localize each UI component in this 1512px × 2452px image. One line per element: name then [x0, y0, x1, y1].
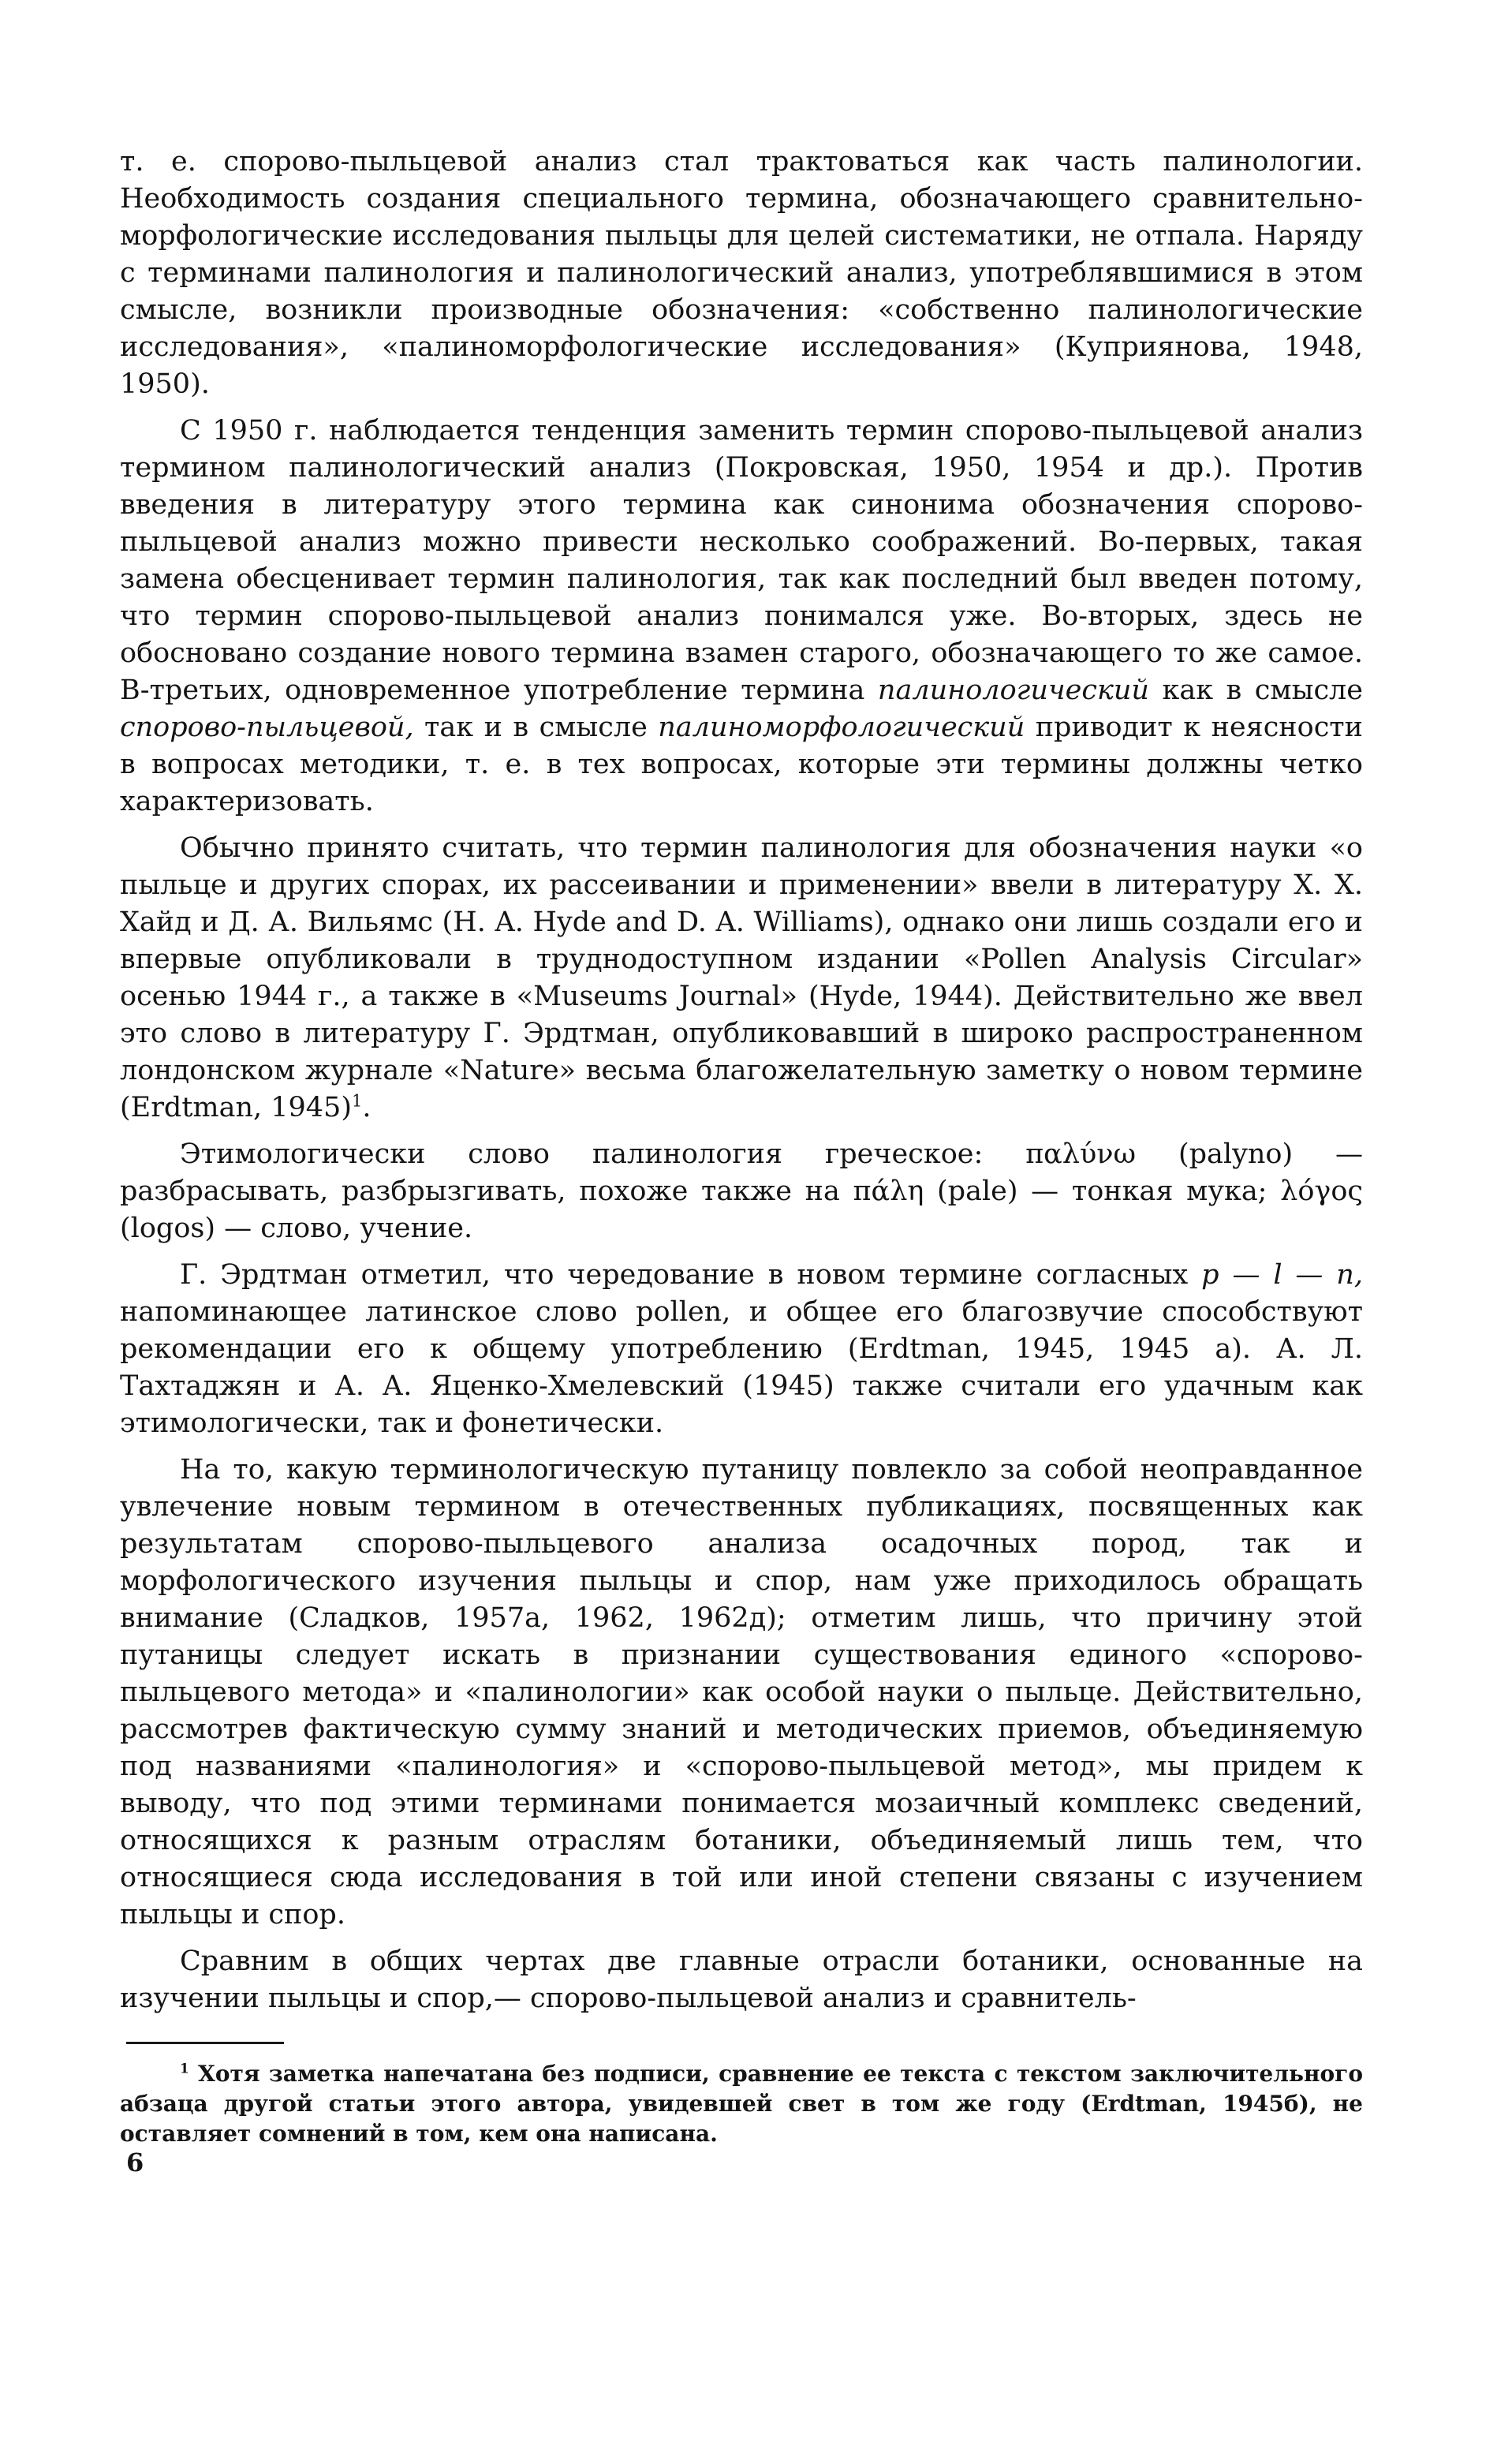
paragraph-3-text-b: . — [362, 1092, 371, 1123]
paragraph-2-text-c: так и в смысле — [413, 712, 659, 743]
italic-term-palinomorfologicheskiy: палиноморфологический — [658, 712, 1025, 743]
paragraph-3-text-a: Обычно принято считать, что термин палинология для обозначения науки «о пыльце и других спорах, их рассеивании и применении» ввели в литературу Х. Х. Хайд и Д. А. Вильямс (H. A. Hyde and D. A. Williams), однако они лишь создали его и впервые опубликовали в труднодоступном издании «Pollen Analysis Circular» осенью 1944 г., а также в «Museums Journal» (Hyde, 1944). Действительно же ввел это слово в литературу Г. Эрдтман, опубликовавший в широко распространенном лондонском журнале «Nature» весьма благожелательную заметку о новом термине (Erdtman, 1945) — [120, 832, 1363, 1123]
paragraph-2 — [120, 413, 1363, 820]
paragraph-5-text-a: Г. Эрдтман отметил, что чередование в новом термине согласных — [180, 1259, 1202, 1291]
italic-term-sporovo-pyltsevoy: спорово-пыльцевой, — [120, 712, 414, 743]
paragraph-6: На то, какую терминологическую путаницу повлекло за собой неоправданное увлечение новым термином в отечественных публикациях, посвященных как результатам спорово-пыльцевого анализа осадочных пород, так и морфологического изучения пыльцы и спор, нам уже приходилось обращать внимание (Сладков, 1957а, 1962, 1962д); отметим лишь, что причину этой путаницы следует искать в признании существования единого «спорово-пыльцевого метода» и «палинологии» как особой науки о пыльце. Действительно, рассмотрев фактическую сумму знаний и методических приемов, объединяемую под названиями «палинология» и «спорово-пыльцевой метод», мы придем к выводу, что под этими терминами понимается мозаичный комплекс сведений, относящихся к разным отраслям ботаники, объединяемый лишь тем, что относящиеся сюда исследования в той или иной степени связаны с изучением пыльцы и спор. — [120, 1454, 1363, 1931]
paragraph-2-text-b: как в смысле — [1148, 675, 1363, 706]
paragraph-2-text-a: С 1950 г. наблюдается тенденция заменить термин спорово-пыльцевой анализ термином палинологический анализ (Покровская, 1950, 1954 и др.). Против введения в литературу этого термина как синонима обозначения спорово-пыльцевой анализ можно привести несколько соображений. Во-первых, такая замена обесценивает термин палинология, так как последний был введен потому, что термин спорово-пыльцевой анализ понимался уже. Во-вторых, здесь не обосновано создание нового термина взамен старого, обозначающего то же самое. В-третьих, одновременное употребление термина — [120, 415, 1363, 706]
footnote-text: Хотя заметка напечатана без подписи, сравнение ее текста с текстом заключительного абзаца другой статьи этого автора, увидевшей свет в том же году (Erdtman, 1945б), не оставляет сомнений в том, кем она написана. — [120, 2061, 1363, 2147]
paragraph-5 — [120, 1257, 1363, 1442]
paragraph-3 — [120, 830, 1363, 1127]
page-number: 6 — [126, 2147, 144, 2177]
footnote-reference: 1 — [351, 1091, 363, 1111]
paragraph-1: т. е. спорово-пыльцевой анализ стал трактоваться как часть палинологии. Необходимость создания специального термина, обозначающего сравнительно-морфологические исследования пыльцы для целей систематики, не отпала. Наряду с терминами палинология и палинологический анализ, употреблявшимися в этом смысле, возникли производные обозначения: «собственно палинологические исследования», «палиноморфологические исследования» (Куприянова, 1948, 1950). — [120, 146, 1363, 400]
paragraph-5-text-b: напоминающее латинское слово pollen, и общее его благозвучие способствуют рекомендации его к общему употреблению (Erdtman, 1945, 1945 а). А. Л. Тахтаджян и А. А. Яценко-Хмелевский (1945) также считали его удачным как этимологически, так и фонетически. — [120, 1296, 1363, 1439]
paragraph-4: Этимологически слово палинология греческое: παλύνω (palyno) — разбрасывать, разбрызгивать, похоже также на πάλη (pale) — тонкая мука; λόγος (logos) — слово, учение. — [120, 1138, 1363, 1244]
footnote-marker: 1 — [180, 2060, 189, 2076]
footnote-divider — [126, 2042, 284, 2044]
main-text — [120, 144, 1363, 2017]
footnote — [120, 2059, 1363, 2149]
italic-term-palinologicheskiy: палинологический — [877, 675, 1149, 706]
paragraph-7: Сравним в общих чертах две главные отрасли ботаники, основанные на изучении пыльцы и спор,— спорово-пыльцевой анализ и сравнитель- — [120, 1946, 1363, 2014]
paragraph-2-text-d: приводит к неясности в вопросах методики, т. е. в тех вопросах, которые эти термины должны четко характеризовать. — [120, 712, 1363, 817]
italic-consonants: p — l — n, — [1201, 1259, 1363, 1291]
